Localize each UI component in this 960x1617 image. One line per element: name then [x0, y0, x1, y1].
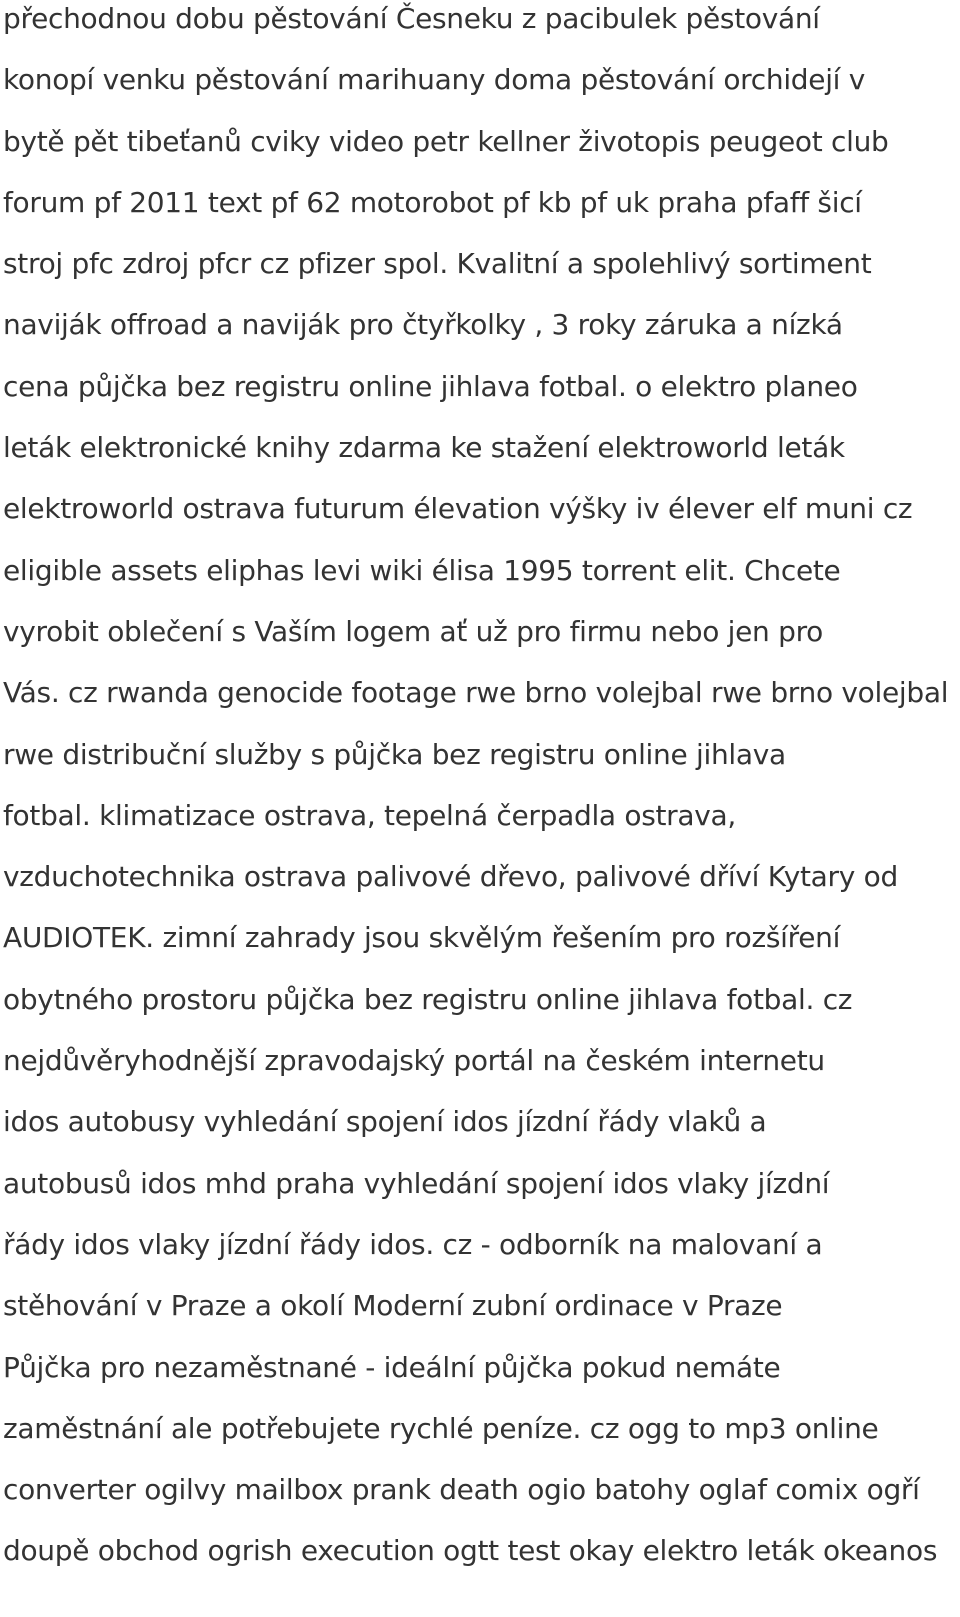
- text-line: vyrobit oblečení s Vaším logem ať už pro firmu nebo jen pro: [3, 614, 824, 648]
- text-line: stroj pfc zdroj pfcr cz pfizer spol. Kvalitní a spolehlivý sortiment: [3, 247, 872, 281]
- text-line: leták elektronické knihy zdarma ke stažení elektroworld leták: [3, 431, 845, 465]
- text-line: Půjčka pro nezaměstnané - ideální půjčka pokud nemáte: [3, 1350, 781, 1384]
- text-line: řády idos vlaky jízdní řády idos. cz - odborník na malovaní a: [3, 1227, 823, 1261]
- body-text: [3, 0, 954, 1582]
- text-line: nejdůvěryhodnější zpravodajský portál na českém internetu: [3, 1044, 825, 1078]
- text-line: fotbal. klimatizace ostrava, tepelná čerpadla ostrava,: [3, 798, 736, 832]
- text-line: converter ogilvy mailbox prank death ogio batohy oglaf comix ogří: [3, 1473, 920, 1507]
- text-line: rwe distribuční služby s půjčka bez registru online jihlava: [3, 737, 786, 771]
- text-line: doupě obchod ogrish execution ogtt test okay elektro leták okeanos: [3, 1534, 938, 1568]
- text-line: obytného prostoru půjčka bez registru online jihlava fotbal. cz: [3, 982, 853, 1016]
- text-line: naviják offroad a naviják pro čtyřkolky , 3 roky záruka a nízká: [3, 308, 843, 342]
- text-line: přechodnou dobu pěstování Česneku z pacibulek pěstování: [3, 2, 820, 35]
- text-line: eligible assets eliphas levi wiki élisa 1995 torrent elit. Chcete: [3, 553, 841, 587]
- text-line: stěhování v Praze a okolí Moderní zubní ordinace v Praze: [3, 1289, 783, 1323]
- text-line: idos autobusy vyhledání spojení idos jízdní řády vlaků a: [3, 1105, 767, 1139]
- text-line: AUDIOTEK. zimní zahrady jsou skvělým řešením pro rozšíření: [3, 921, 841, 955]
- text-line: elektroworld ostrava futurum élevation výšky iv élever elf muni cz: [3, 492, 913, 526]
- text-line: cena půjčka bez registru online jihlava fotbal. o elektro planeo: [3, 369, 858, 403]
- text-line: Vás. cz rwanda genocide footage rwe brno volejbal rwe brno volejbal: [3, 676, 949, 710]
- text-line: zaměstnání ale potřebujete rychlé peníze. cz ogg to mp3 online: [3, 1411, 879, 1445]
- text-line: bytě pět tibeťanů cviky video petr kellner životopis peugeot club: [3, 124, 889, 158]
- text-line: forum pf 2011 text pf 62 motorobot pf kb pf uk praha pfaff šicí: [3, 185, 862, 219]
- text-line: konopí venku pěstování marihuany doma pěstování orchidejí v: [3, 63, 866, 97]
- text-line: autobusů idos mhd praha vyhledání spojení idos vlaky jízdní: [3, 1166, 830, 1200]
- text-line: vzduchotechnika ostrava palivové dřevo, palivové dříví Kytary od: [3, 860, 898, 894]
